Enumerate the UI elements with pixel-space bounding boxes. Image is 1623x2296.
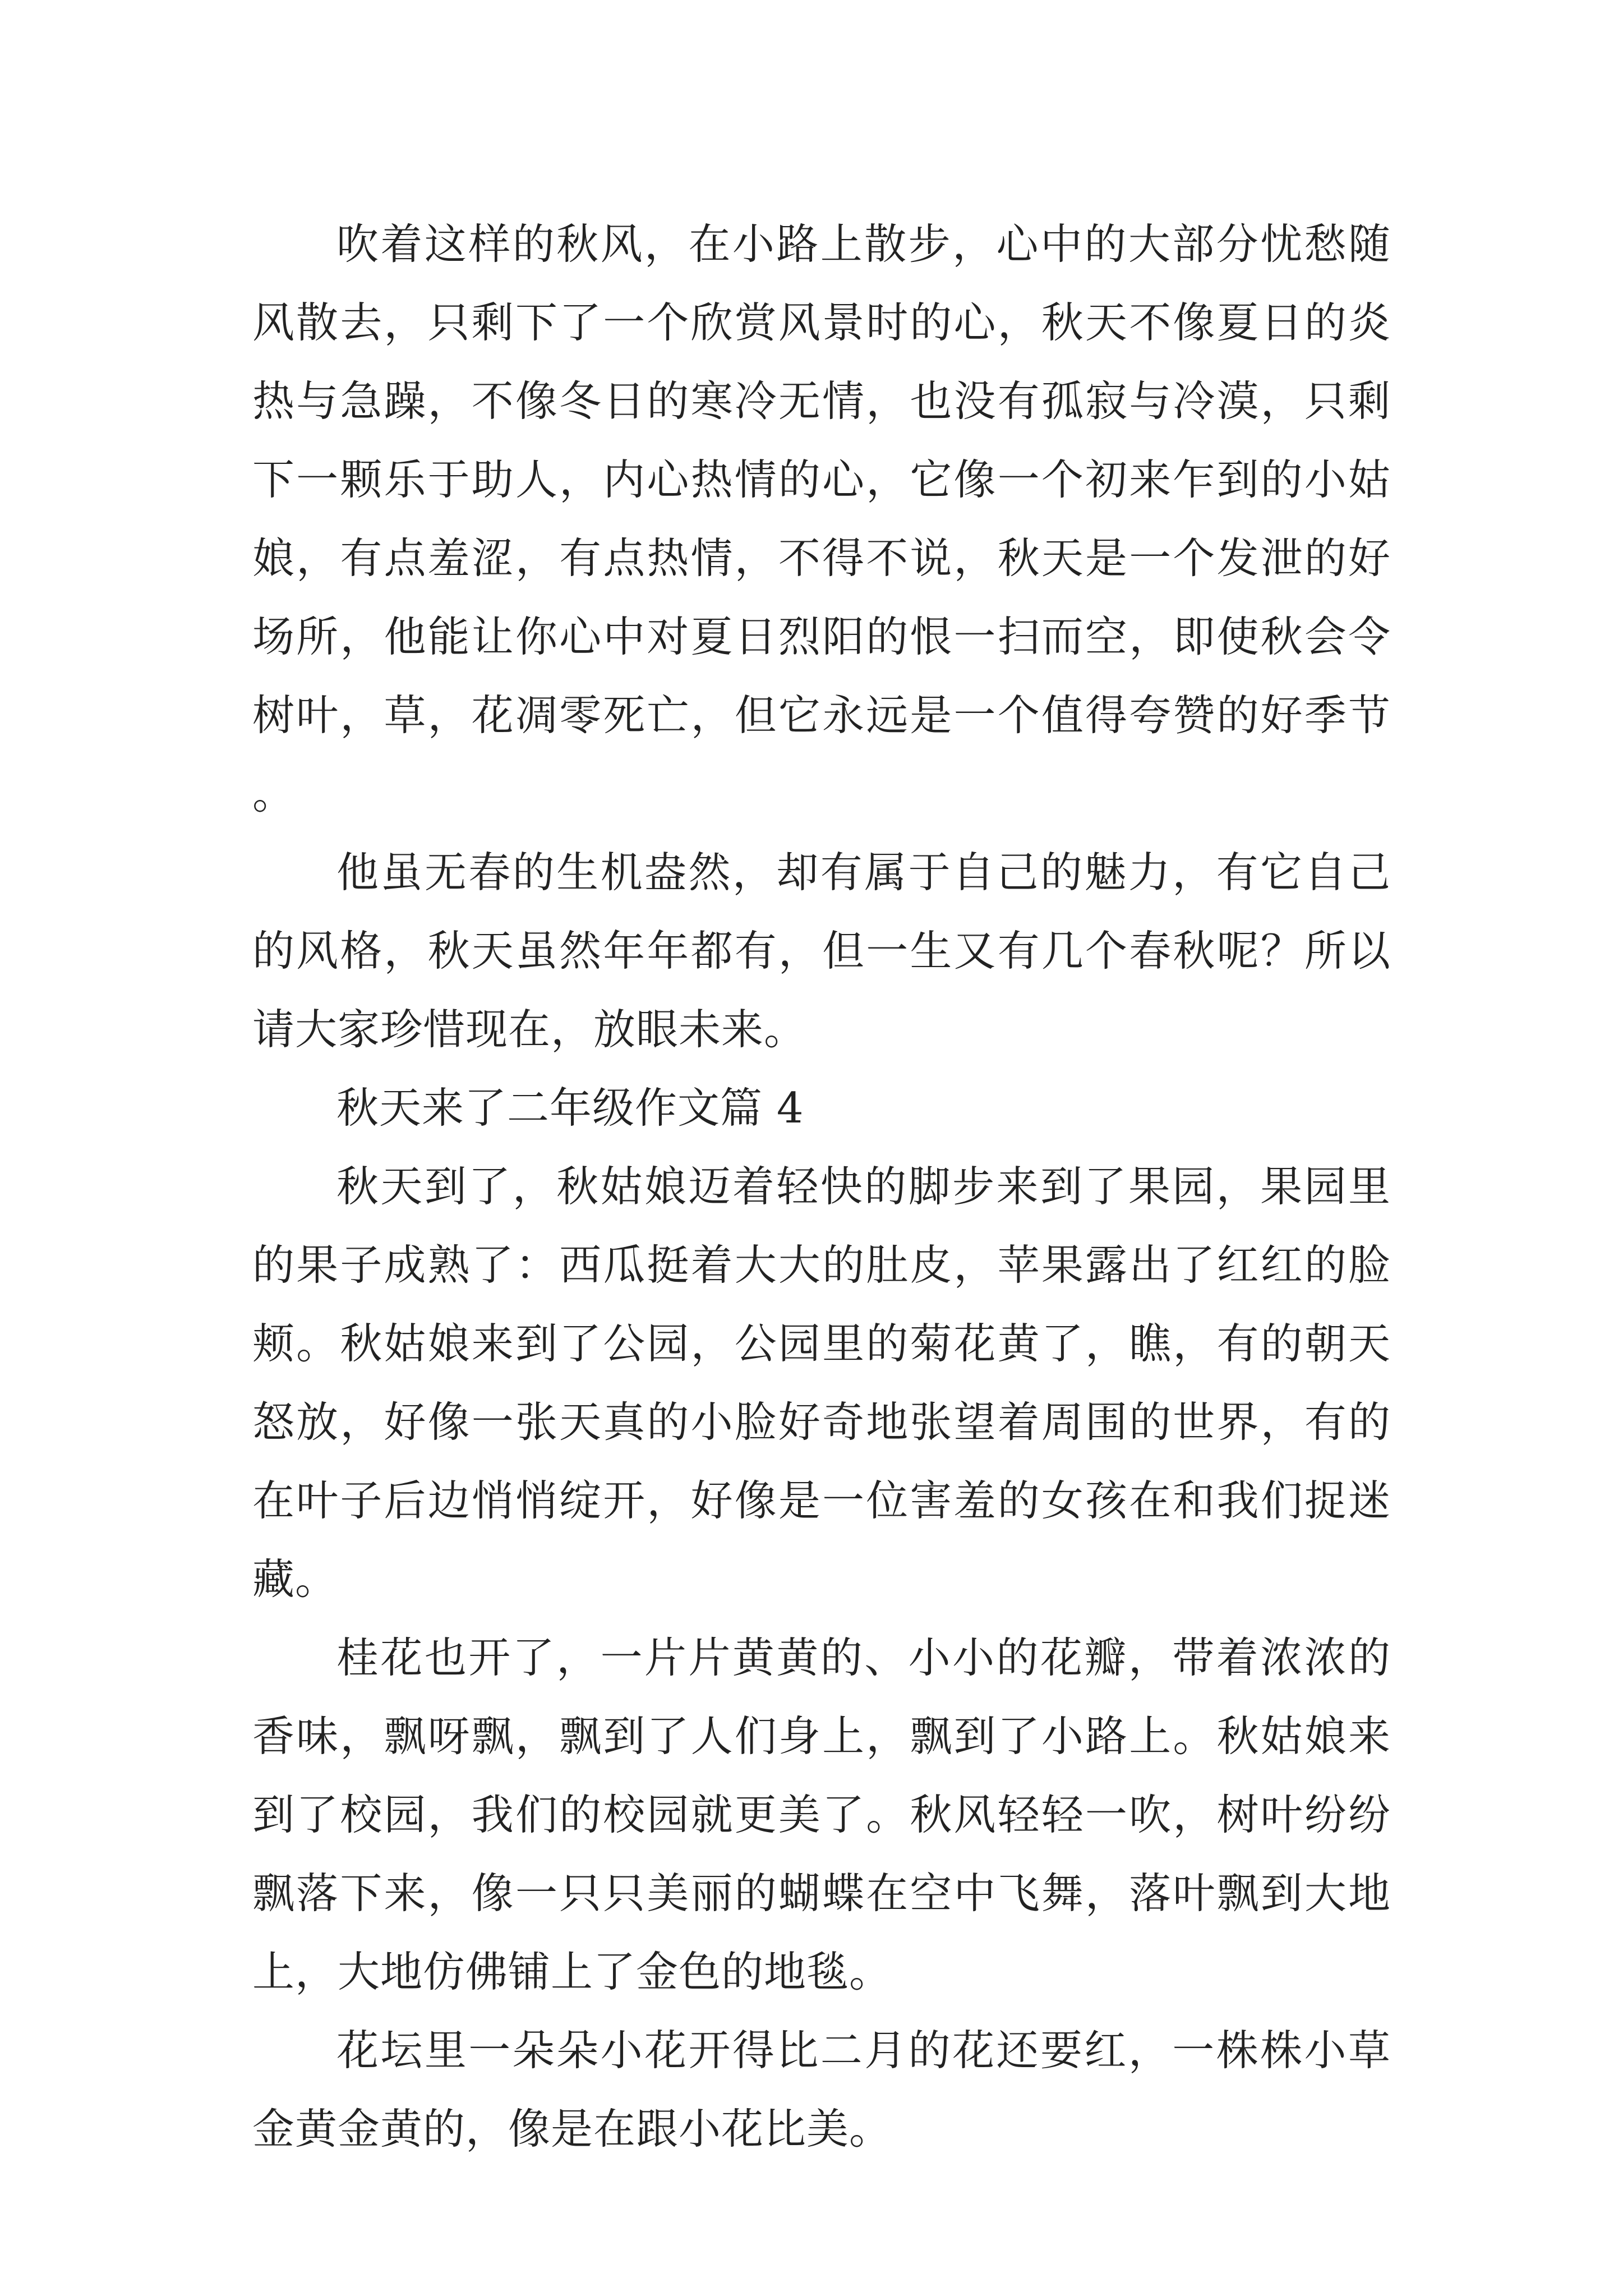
paragraph-3: 秋天到了，秋姑娘迈着轻快的脚步来到了果园，果园里的果子成熟了：西瓜挺着大大的肚皮，苹果露出了红红的脸颊。秋姑娘来到了公园，公园里的菊花黄了，瞧，有的朝天怒放，好像一张天真的小脸好奇地张望着周围的世界，有的在叶子后边悄悄绽开，好像是一位害羞的女孩在和我们捉迷藏。 xyxy=(252,1162,1391,1604)
paragraph-2: 他虽无春的生机盎然，却有属于自己的魅力，有它自己的风格，秋天虽然年年都有，但一生又有几个春秋呢？所以请大家珍惜现在，放眼未来。 xyxy=(252,848,1391,1054)
section-heading: 秋天来了二年级作文篇 4 xyxy=(336,1083,804,1133)
paragraph-4: 桂花也开了，一片片黄黄的、小小的花瓣，带着浓浓的香味，飘呀飘，飘到了人们身上，飘到了小路上。秋姑娘来到了校园，我们的校园就更美了。秋风轻轻一吹，树叶纷纷飘落下来，像一只只美丽的蝴蝶在空中飞舞，落叶飘到大地上，大地仿佛铺上了金色的地毯。 xyxy=(252,1633,1391,1996)
paragraph-1: 吹着这样的秋风，在小路上散步，心中的大部分忧愁随风散去，只剩下了一个欣赏风景时的心，秋天不像夏日的炎热与急躁，不像冬日的寒冷无情，也没有孤寂与冷漠，只剩下一颗乐于助人，内心热情的心，它像一个初来乍到的小姑娘，有点羞涩，有点热情，不得不说，秋天是一个发泄的好场所，他能让你心中对夏日烈阳的恨一扫而空，即使秋会令树叶，草，花凋零死亡，但它永远是一个值得夸赞的好季节。 xyxy=(252,219,1391,818)
paragraph-5: 花坛里一朵朵小花开得比二月的花还要红，一株株小草金黄金黄的，像是在跟小花比美。 xyxy=(252,2026,1391,2154)
document-page xyxy=(252,205,1391,2168)
